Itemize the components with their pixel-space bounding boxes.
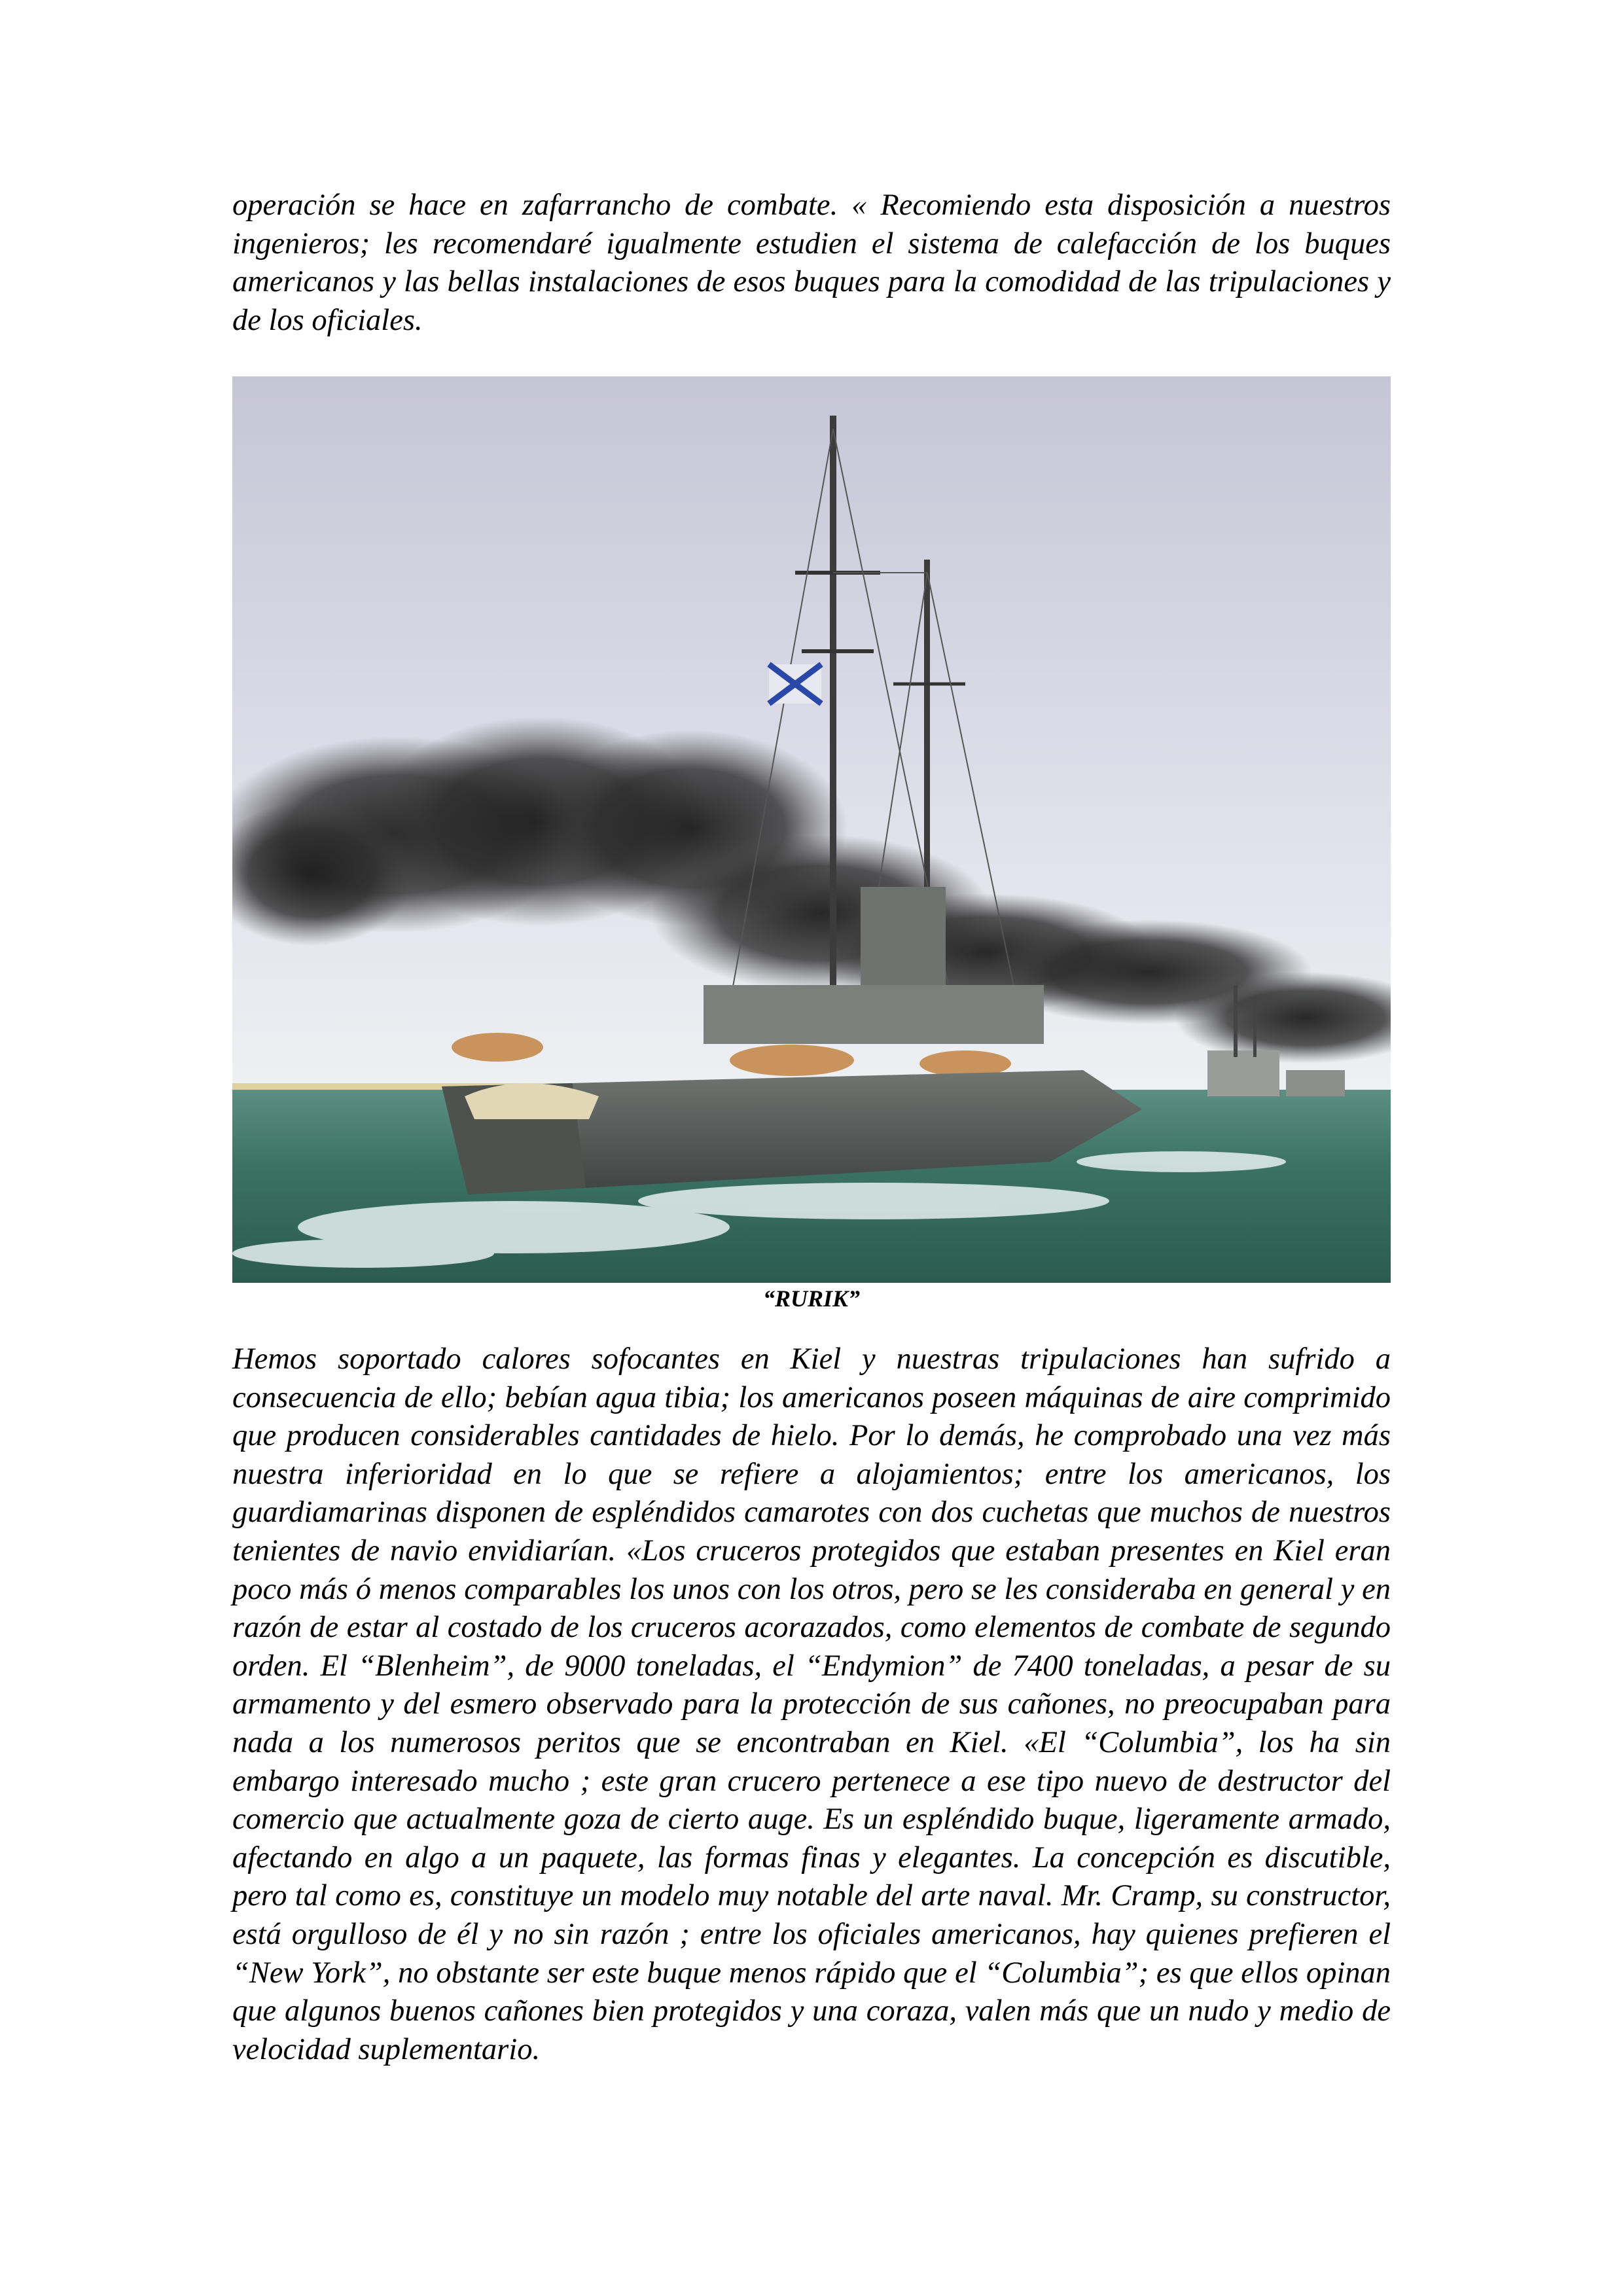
- body-paragraph-bottom: Hemos soportado calores sofocantes en Kiel y nuestras tripulaciones han sufrido a consecuencia de ello; bebían agua tibia; los americanos poseen máquinas de aire comprimido que producen considerables cantidades de hielo. Por lo demás, he comprobado una vez más nuestra inferioridad en lo que se refiere a alojamientos; entre los americanos, los guardiamarinas disponen de espléndidos camarotes con dos cuchetas que muchos de nuestros tenientes de navio envidiarían. «Los cruceros protegidos que estaban presentes en Kiel eran poco más ó menos comparables los unos con los otros, pero se les consideraba en general y en razón de estar al costado de los cruceros acorazados, como elementos de combate de segundo orden. El “Blenheim”, de 9000 toneladas, el “Endymion” de 7400 toneladas, a pesar de su armamento y del esmero observado para la protección de sus cañones, no preocupaban para nada a los numerosos peritos que se encontraban en Kiel. «El “Columbia”, los ha sin embargo interesado mucho ; este gran crucero pertenece a ese tipo nuevo de destructor del comercio que actualmente goza de cierto auge. Es un espléndido buque, ligeramente armado, afectando en algo a un paquete, las formas finas y elegantes. La concepción es discutible, pero tal como es, constituye un modelo muy notable del arte naval. Mr. Cramp, su constructor, está orgulloso de él y no sin razón ; entre los oficiales americanos, hay quienes prefieren el “New York”, no obstante ser este buque menos rápido que el “Columbia”; es que ellos opinan que algunos buenos cañones bien protegidos y una coraza, valen más que un nudo y medio de velocidad suplementario.: [232, 1342, 1391, 2066]
- ship-photograph: [232, 376, 1391, 1283]
- body-paragraph-top: operación se hace en zafarrancho de combate. « Recomiendo esta disposición a nuestros ingenieros; les recomendaré igualmente estudien el sistema de calefacción de los buques americanos y las bellas instalaciones de esos buques para la comodidad de las tripulaciones y de los oficiales.: [232, 188, 1391, 337]
- figure-caption: “RURIK”: [762, 1285, 861, 1312]
